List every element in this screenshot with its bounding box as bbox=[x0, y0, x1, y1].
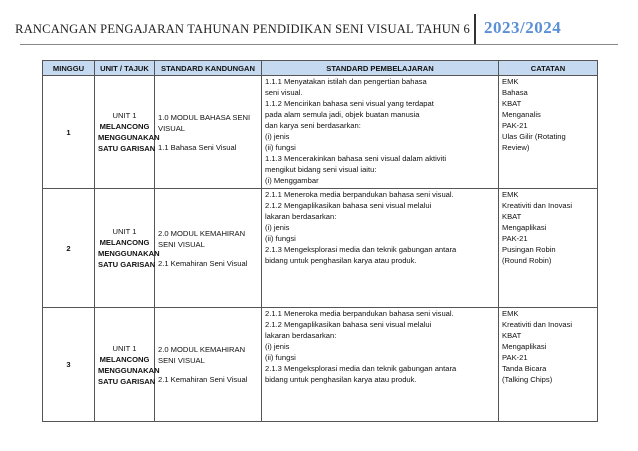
learning-line: pada alam semula jadi, objek buatan manusia bbox=[265, 110, 420, 119]
unit-label: UNIT 1 bbox=[112, 343, 137, 353]
standard-item: 2.1 Kemahiran Seni Visual bbox=[158, 375, 248, 384]
unit-cell bbox=[95, 189, 160, 308]
learning-line: (i) jenis bbox=[265, 342, 290, 351]
document-title: RANCANGAN PENGAJARAN TAHUNAN PENDIDIKAN SENI VISUAL TAHUN 6 bbox=[15, 22, 470, 36]
note-line: PAK-21 bbox=[502, 234, 528, 243]
pembelajaran-cell bbox=[262, 189, 499, 308]
unit-label: UNIT 1 bbox=[112, 111, 137, 120]
learning-line: (ii) fungsi bbox=[265, 143, 296, 152]
module-title: 1.0 MODUL BAHASA SENI bbox=[158, 112, 251, 122]
unit-title: MELANCONG bbox=[99, 354, 150, 364]
standard-item: 1.1 Bahasa Seni Visual bbox=[158, 142, 237, 152]
learning-line: 2.1.1 Meneroka media berpandukan bahasa seni visual. bbox=[265, 309, 454, 318]
learning-line: 2.1.1 Meneroka media berpandukan bahasa seni visual. bbox=[265, 190, 454, 199]
unit-title: MENGGUNAKAN bbox=[98, 365, 160, 375]
learning-line: lakaran berdasarkan: bbox=[265, 212, 337, 221]
learning-line: bidang untuk penghasilan karya atau produk. bbox=[265, 256, 417, 265]
learning-line: dan karya seni berdasarkan: bbox=[265, 121, 361, 130]
pembelajaran-cell bbox=[262, 308, 499, 422]
week-number: 1 bbox=[43, 76, 95, 189]
column-header-catatan: CATATAN bbox=[499, 61, 598, 76]
catatan-cell bbox=[499, 76, 598, 189]
unit-title: MENGGUNAKAN bbox=[98, 249, 160, 258]
learning-line: (i) jenis bbox=[265, 132, 290, 141]
catatan-cell bbox=[499, 189, 598, 308]
academic-year: 2023/2024 bbox=[484, 18, 562, 37]
note-line: Kreativiti dan Inovasi bbox=[502, 201, 573, 210]
note-line: EMK bbox=[502, 77, 519, 86]
catatan-cell bbox=[499, 308, 598, 422]
learning-line: 2.1.2 Mengaplikasikan bahasa seni visual melalui bbox=[265, 201, 432, 210]
note-line: EMK bbox=[502, 309, 519, 318]
kandungan-cell bbox=[155, 76, 262, 189]
unit-title: SATU GARISAN bbox=[98, 260, 156, 269]
column-header-pembelajaran: STANDARD PEMBELAJARAN bbox=[262, 61, 499, 76]
unit-title: MELANCONG bbox=[99, 238, 150, 247]
week-number: 3 bbox=[43, 308, 95, 422]
standard-item: 2.1 Kemahiran Seni Visual bbox=[158, 258, 248, 268]
learning-line: (ii) fungsi bbox=[265, 353, 296, 362]
learning-line: lakaran berdasarkan: bbox=[265, 331, 337, 340]
module-title: SENI VISUAL bbox=[158, 239, 205, 249]
note-line: EMK bbox=[502, 190, 519, 199]
week-number: 2 bbox=[43, 189, 95, 308]
note-line: (Round Robin) bbox=[502, 256, 552, 265]
table-header-row bbox=[43, 61, 598, 76]
header-rule bbox=[20, 44, 618, 45]
module-title: 2.0 MODUL KEMAHIRAN bbox=[158, 228, 246, 238]
note-line: Ulas Gilir (Rotating bbox=[502, 132, 566, 141]
kandungan-cell bbox=[155, 308, 262, 422]
note-line: Tanda Bicara bbox=[502, 364, 547, 373]
learning-line: mengikut bidang seni visual iaitu: bbox=[265, 165, 377, 174]
unit-title: SATU GARISAN bbox=[98, 376, 156, 386]
learning-line: 1.1.2 Mencirikan bahasa seni visual yang terdapat bbox=[265, 99, 434, 108]
document-header bbox=[0, 14, 638, 44]
learning-line: 2.1.2 Mengaplikasikan bahasa seni visual melalui bbox=[265, 320, 432, 329]
learning-line: 1.1.1 Menyatakan istilah dan pengertian bahasa bbox=[265, 77, 427, 86]
note-line: PAK-21 bbox=[502, 121, 528, 130]
pembelajaran-cell bbox=[262, 76, 499, 189]
note-line: Mengaplikasi bbox=[502, 342, 547, 351]
module-title: 2.0 MODUL KEMAHIRAN bbox=[158, 345, 246, 354]
learning-line: seni visual. bbox=[265, 88, 303, 97]
learning-line: 2.1.3 Mengeksplorasi media dan teknik gabungan antara bbox=[265, 364, 457, 373]
note-line: (Talking Chips) bbox=[502, 375, 553, 384]
note-line: Bahasa bbox=[502, 88, 528, 97]
note-line: Pusingan Robin bbox=[502, 245, 556, 254]
module-title: SENI VISUAL bbox=[158, 356, 205, 365]
note-line: Kreativiti dan Inovasi bbox=[502, 320, 573, 329]
note-line: KBAT bbox=[502, 99, 522, 108]
learning-line: (i) jenis bbox=[265, 223, 290, 232]
learning-line: 2.1.3 Mengeksplorasi media dan teknik gabungan antara bbox=[265, 245, 457, 254]
note-line: Menganalis bbox=[502, 110, 541, 119]
note-line: PAK-21 bbox=[502, 353, 528, 362]
learning-line: 1.1.3 Mencerakinkan bahasa seni visual dalam aktiviti bbox=[265, 154, 447, 163]
unit-cell bbox=[95, 76, 160, 189]
unit-label: UNIT 1 bbox=[112, 227, 137, 236]
unit-title: MELANCONG bbox=[99, 122, 150, 131]
learning-line: bidang untuk penghasilan karya atau produk. bbox=[265, 375, 417, 384]
table-row bbox=[43, 308, 598, 422]
table-row bbox=[43, 189, 598, 308]
column-header-minggu: MINGGU bbox=[43, 61, 95, 76]
unit-title: MENGGUNAKAN bbox=[98, 133, 160, 142]
learning-line: (ii) fungsi bbox=[265, 234, 296, 243]
note-line: KBAT bbox=[502, 331, 522, 340]
column-header-kandungan: STANDARD KANDUNGAN bbox=[155, 61, 262, 76]
unit-title: SATU GARISAN bbox=[98, 144, 156, 153]
kandungan-cell bbox=[155, 189, 262, 308]
header-divider bbox=[474, 14, 476, 44]
learning-line: (i) Menggambar bbox=[265, 176, 319, 185]
note-line: Review) bbox=[502, 143, 530, 152]
note-line: KBAT bbox=[502, 212, 522, 221]
lesson-plan-table bbox=[42, 60, 598, 422]
module-title: VISUAL bbox=[158, 123, 186, 133]
table-row bbox=[43, 76, 598, 189]
column-header-unit: UNIT / TAJUK bbox=[95, 61, 155, 76]
note-line: Mengaplikasi bbox=[502, 223, 547, 232]
unit-cell bbox=[95, 308, 160, 422]
